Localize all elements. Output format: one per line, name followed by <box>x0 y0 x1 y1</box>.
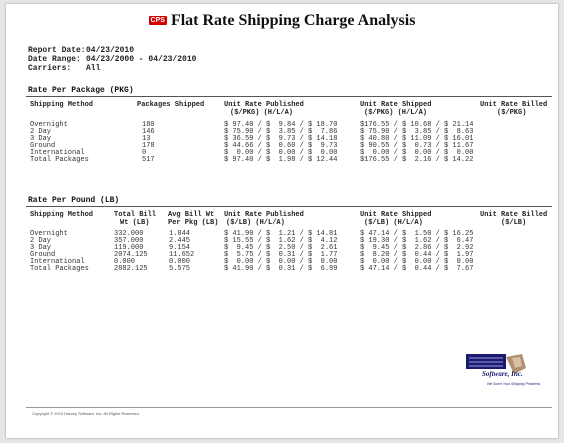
pkg-cell-qty: 178 <box>142 142 155 150</box>
lb-cell-published: $ 0.00 / $ 0.00 / $ 0.00 <box>224 258 338 266</box>
pkg-header-billed-2: ($/PKG) <box>497 109 527 117</box>
lb-header-total-1: Total Bill <box>114 211 157 219</box>
lb-cell-total: 332.000 <box>114 230 144 238</box>
pound-section-title: Rate Per Pound (LB) <box>28 196 120 205</box>
lb-cell-avg: 9.154 <box>169 244 191 252</box>
pkg-cell-shipped: $ 0.00 / $ 0.00 / $ 0.00 <box>360 149 474 157</box>
lb-cell-avg: 0.000 <box>169 258 191 266</box>
lb-cell-method: Overnight <box>30 230 68 238</box>
lb-cell-total: 0.000 <box>114 258 136 266</box>
lb-cell-shipped: $ 47.14 / $ 0.44 / $ 7.67 <box>360 265 474 273</box>
lb-header-billed-2: ($/LB) <box>501 219 527 227</box>
lb-cell-published: $ 5.75 / $ 0.31 / $ 1.77 <box>224 251 338 259</box>
lb-header-total-2: Wt (LB) <box>120 219 150 227</box>
lb-cell-shipped: $ 47.14 / $ 1.50 / $ 16.25 <box>360 230 474 238</box>
lb-cell-shipped: $ 19.30 / $ 1.62 / $ 6.47 <box>360 237 474 245</box>
pkg-cell-shipped: $176.55 / $ 10.68 / $ 21.14 <box>360 121 474 129</box>
lb-cell-method: Total Packages <box>30 265 89 273</box>
pkg-header-published-2: ($/PKG) (H/L/A) <box>230 109 294 117</box>
pkg-cell-published: $ 97.40 / $ 1.98 / $ 12.44 <box>224 156 338 164</box>
report-title-text: Flat Rate Shipping Charge Analysis <box>170 12 416 29</box>
pkg-cell-method: International <box>30 149 85 157</box>
pkg-cell-published: $ 44.66 / $ 0.60 / $ 9.73 <box>224 142 338 150</box>
lb-cell-shipped: $ 0.00 / $ 0.00 / $ 0.00 <box>360 258 474 266</box>
lb-header-method: Shipping Method <box>30 211 94 219</box>
pkg-header-unit-shipped-1: Unit Rate Shipped <box>360 101 432 109</box>
pkg-cell-method: Total Packages <box>30 156 89 164</box>
pound-section-rule <box>26 206 552 207</box>
lb-cell-avg: 5.575 <box>169 265 191 273</box>
pkg-cell-method: Ground <box>30 142 56 150</box>
pkg-header-shipped: Packages Shipped <box>137 101 205 109</box>
pkg-header-unit-shipped-2: ($/PKG) (H/L/A) <box>364 109 428 117</box>
lb-cell-published: $ 9.45 / $ 2.50 / $ 2.61 <box>224 244 338 252</box>
lb-cell-shipped: $ 9.45 / $ 2.86 / $ 2.92 <box>360 244 474 252</box>
lb-cell-total: 2882.125 <box>114 265 148 273</box>
pkg-cell-shipped: $ 90.55 / $ 0.73 / $ 11.67 <box>360 142 474 150</box>
lb-cell-avg: 1.844 <box>169 230 191 238</box>
lb-header-unit-shipped-2: ($/LB) (H/L/A) <box>364 219 423 227</box>
pkg-cell-published: $ 36.59 / $ 9.73 / $ 14.18 <box>224 135 338 143</box>
lb-cell-total: 357.000 <box>114 237 144 245</box>
lb-cell-avg: 11.652 <box>169 251 195 259</box>
lb-cell-shipped: $ 8.20 / $ 0.44 / $ 1.97 <box>360 251 474 259</box>
lb-cell-total: 119.000 <box>114 244 144 252</box>
pkg-cell-qty: 13 <box>142 135 151 143</box>
lb-cell-published: $ 41.90 / $ 1.21 / $ 14.81 <box>224 230 338 238</box>
pkg-cell-method: 3 Day <box>30 135 52 143</box>
cps-logo: CPS <box>150 17 165 24</box>
lb-cell-method: Ground <box>30 251 56 259</box>
pkg-cell-shipped: $176.55 / $ 2.16 / $ 14.22 <box>360 156 474 164</box>
lb-cell-avg: 2.445 <box>169 237 191 245</box>
pkg-cell-published: $ 97.40 / $ 9.84 / $ 18.70 <box>224 121 338 129</box>
pkg-cell-qty: 146 <box>142 128 155 136</box>
pkg-cell-published: $ 0.00 / $ 0.00 / $ 0.00 <box>224 149 338 157</box>
lb-header-unit-shipped-1: Unit Rate Shipped <box>360 211 432 219</box>
lb-header-avg-2: Per Pkg (LB) <box>168 219 219 227</box>
pkg-cell-qty: 517 <box>142 156 155 164</box>
pkg-header-published-1: Unit Rate Published <box>224 101 304 109</box>
pkg-header-billed-1: Unit Rate Billed <box>480 101 548 109</box>
logo-tagline: We Solve Your Shipping Problems <box>487 382 541 386</box>
pkg-cell-shipped: $ 40.80 / $ 11.09 / $ 16.01 <box>360 135 474 143</box>
lb-cell-published: $ 41.90 / $ 0.31 / $ 6.99 <box>224 265 338 273</box>
lb-header-avg-1: Avg Bill Wt <box>168 211 215 219</box>
lb-cell-method: 3 Day <box>30 244 52 252</box>
pkg-cell-shipped: $ 75.90 / $ 3.85 / $ 8.63 <box>360 128 474 136</box>
pkg-cell-qty: 0 <box>142 149 147 157</box>
carriers: Carriers: All <box>28 64 101 73</box>
report-date: Report Date:04/23/2010 <box>28 46 135 55</box>
lb-header-billed-1: Unit Rate Billed <box>480 211 548 219</box>
date-range: Date Range: 04/23/2000 - 04/23/2010 <box>28 55 197 64</box>
pkg-cell-method: 2 Day <box>30 128 52 136</box>
pkg-cell-qty: 180 <box>142 121 155 129</box>
pkg-cell-published: $ 75.90 / $ 3.85 / $ 7.86 <box>224 128 338 136</box>
lb-cell-total: 2074.125 <box>114 251 148 259</box>
lb-cell-method: International <box>30 258 85 266</box>
lb-cell-method: 2 Day <box>30 237 52 245</box>
lb-header-published-1: Unit Rate Published <box>224 211 304 219</box>
report-page <box>6 4 558 438</box>
footer-rule <box>26 407 552 408</box>
package-section-rule <box>26 96 552 97</box>
report-title <box>6 12 558 30</box>
copyright: Copyright © 2010 Harvey Software, Inc. All Rights Reserved. <box>32 411 140 416</box>
logo-name: Software, Inc. <box>482 370 523 378</box>
lb-header-published-2: ($/LB) (H/L/A) <box>226 219 285 227</box>
pkg-header-method: Shipping Method <box>30 101 94 109</box>
lb-cell-published: $ 15.55 / $ 1.62 / $ 4.12 <box>224 237 338 245</box>
package-section-title: Rate Per Package (PKG) <box>28 86 134 95</box>
pkg-cell-method: Overnight <box>30 121 68 129</box>
